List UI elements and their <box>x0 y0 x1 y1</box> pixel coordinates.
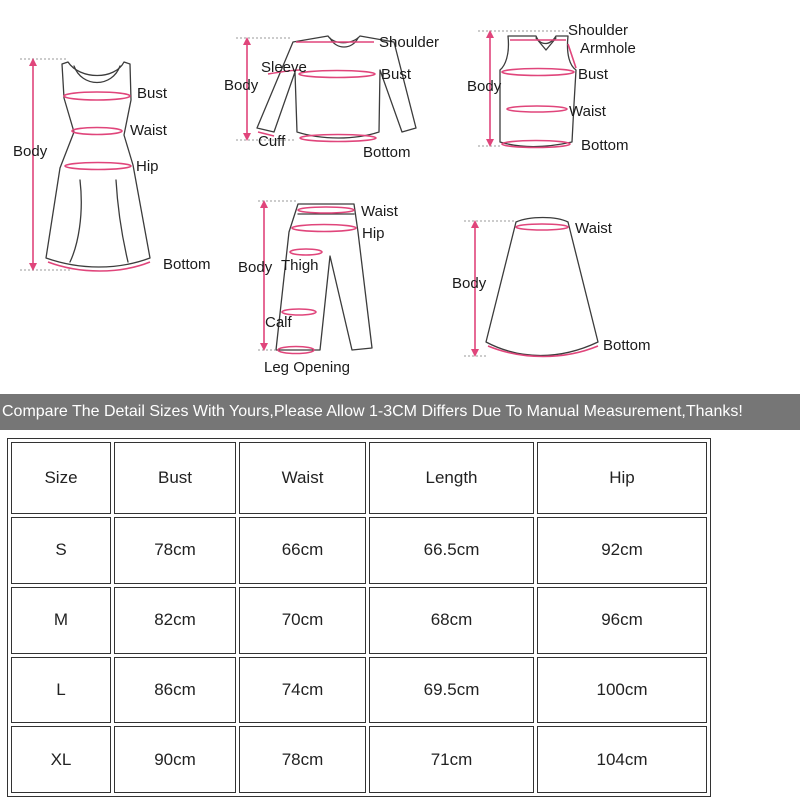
vest-waist-label: Waist <box>569 103 606 120</box>
sweater-bottom-label: Bottom <box>363 144 411 161</box>
dress-bottom-label: Bottom <box>163 256 211 273</box>
dress-fold <box>70 180 81 262</box>
cell-length: 71cm <box>369 726 534 793</box>
skirt-body-label: Body <box>452 275 487 292</box>
dress-waist-label: Waist <box>130 122 167 139</box>
skirt-diagram <box>452 218 651 358</box>
skirt-outline <box>486 218 598 356</box>
cell-size: S <box>11 517 111 584</box>
measurement-notice-banner: Compare The Detail Sizes With Yours,Please Allow 1-3CM Differs Due To Manual Measurement,Thanks! <box>0 394 800 430</box>
header-waist: Waist <box>239 442 366 514</box>
pants-leg-opening-label: Leg Opening <box>264 359 350 376</box>
cell-waist: 66cm <box>239 517 366 584</box>
vest-body-label: Body <box>467 78 502 95</box>
cell-size: L <box>11 657 111 724</box>
cell-hip: 96cm <box>537 587 707 654</box>
vest-diagram <box>467 22 636 154</box>
sweater-bust-line <box>299 71 375 78</box>
cell-bust: 90cm <box>114 726 236 793</box>
dress-body-arrow-top <box>29 58 37 66</box>
pants-hip-label: Hip <box>362 225 385 242</box>
dress-bust-label: Bust <box>137 85 168 102</box>
measurement-diagrams <box>0 0 800 390</box>
pants-diagram <box>238 200 399 376</box>
pants-thigh-line <box>290 249 322 255</box>
dress-hip-label: Hip <box>136 158 159 175</box>
sweater-sleeve-label: Sleeve <box>261 59 307 76</box>
cell-waist: 74cm <box>239 657 366 724</box>
pants-body-label: Body <box>238 259 273 276</box>
header-length: Length <box>369 442 534 514</box>
dress-bust-line <box>64 92 130 100</box>
vest-shoulder-label: Shoulder <box>568 22 629 39</box>
table-row <box>11 726 707 793</box>
dress-neckline <box>74 66 120 83</box>
sweater-body-label: Body <box>224 77 259 94</box>
header-bust: Bust <box>114 442 236 514</box>
cell-hip: 104cm <box>537 726 707 793</box>
vest-bust-line <box>502 69 574 76</box>
table-row <box>11 657 707 724</box>
sweater-cuff-label: Cuff <box>258 133 286 150</box>
cell-bust: 82cm <box>114 587 236 654</box>
dress-hip-line <box>65 163 131 170</box>
dress-diagram <box>13 58 211 273</box>
pants-hip-line <box>292 225 356 232</box>
sweater-outline <box>257 36 416 138</box>
header-hip: Hip <box>537 442 707 514</box>
sweater-diagram <box>224 34 439 161</box>
cell-waist: 78cm <box>239 726 366 793</box>
sweater-bust-label: Bust <box>381 66 412 83</box>
cell-hip: 92cm <box>537 517 707 584</box>
cell-bust: 86cm <box>114 657 236 724</box>
cell-length: 66.5cm <box>369 517 534 584</box>
dress-fold-2 <box>116 180 128 262</box>
skirt-waist-line <box>516 224 568 230</box>
vest-outline <box>500 36 576 147</box>
cell-length: 68cm <box>369 587 534 654</box>
vest-armhole-label: Armhole <box>580 40 636 57</box>
sweater-shoulder-label: Shoulder <box>379 34 440 51</box>
vest-armhole-line <box>568 44 576 68</box>
vest-bust-label: Bust <box>578 66 609 83</box>
table-row <box>11 517 707 584</box>
cell-size: XL <box>11 726 111 793</box>
table-row <box>11 587 707 654</box>
dress-body-arrow-bottom <box>29 263 37 271</box>
pants-thigh-label: Thigh <box>281 257 319 274</box>
cell-size: M <box>11 587 111 654</box>
pants-waist-line <box>298 207 354 213</box>
header-size: Size <box>11 442 111 514</box>
skirt-waist-label: Waist <box>575 220 612 237</box>
cell-hip: 100cm <box>537 657 707 724</box>
dress-body-label: Body <box>13 143 48 160</box>
cell-length: 69.5cm <box>369 657 534 724</box>
table-header-row <box>11 442 707 514</box>
dress-waist-line <box>72 128 122 135</box>
cell-waist: 70cm <box>239 587 366 654</box>
pants-calf-label: Calf <box>265 314 292 331</box>
vest-waist-line <box>507 106 567 112</box>
cell-bust: 78cm <box>114 517 236 584</box>
vest-bottom-label: Bottom <box>581 137 629 154</box>
size-chart-table <box>7 438 711 797</box>
skirt-bottom-label: Bottom <box>603 337 651 354</box>
pants-waist-label: Waist <box>361 203 398 220</box>
